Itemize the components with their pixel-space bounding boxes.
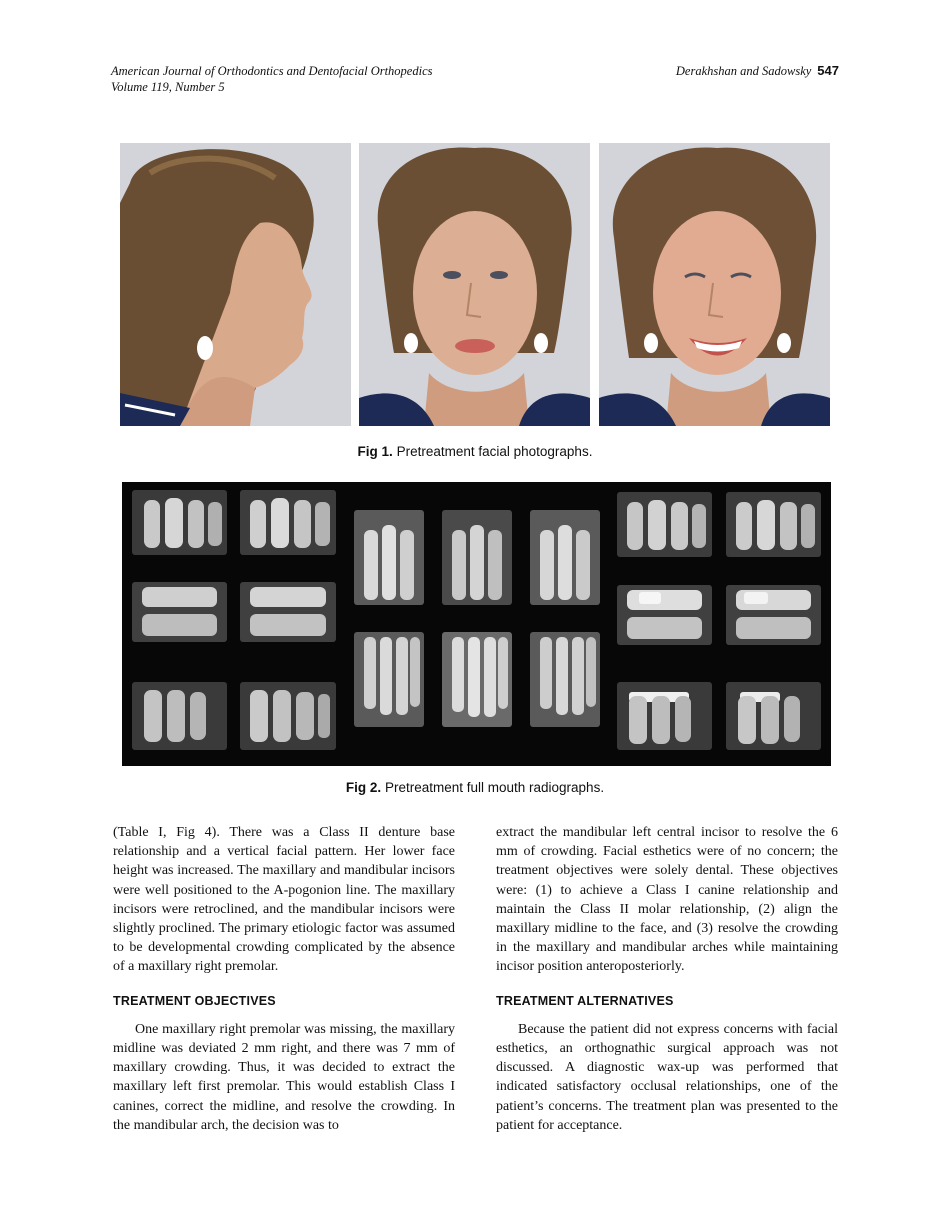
radiograph-left-upper-2 [240, 490, 336, 555]
radiograph-center-upper-1 [354, 510, 424, 605]
left-paragraph-2: One maxillary right premolar was missing, the maxillary midline was deviated 2 mm right, and there was 7 mm of maxillary crowding. Thus, it was decided to extract the maxillary left first premolar. This would establish Class I canines, correct the midline, and resolve the crowding. In the mandibular arch, the decision was to [113, 1021, 455, 1133]
figure-2-radiographs [122, 482, 831, 766]
smile-photo [599, 143, 830, 426]
author-page [676, 63, 839, 79]
radiograph-left-lower-1 [132, 682, 227, 750]
radiograph-right-upper-2 [726, 492, 821, 557]
frontal-photo [359, 143, 590, 426]
radiograph-left-lower-2 [240, 682, 336, 750]
radiograph-right-lower-2 [726, 682, 821, 750]
radiograph-center-lower-3 [530, 632, 600, 727]
figure-1-caption [0, 444, 950, 459]
figure-2-label: Fig 2. [345, 780, 382, 795]
radiograph-left-mid-1 [132, 582, 227, 642]
right-column [496, 823, 838, 1135]
radiograph-center-lower-1 [354, 632, 424, 727]
radiograph-right-mid-1 [617, 585, 712, 645]
left-paragraph-1: (Table I, Fig 4). There was a Class II denture base relationship and a vertical facial pattern. Her lower face height was increased. The maxillary and mandibular incisors were well positioned to the A-pogonion line. The maxillary incisors were retroclined, and the mandibular incisors were slightly proclined. The primary etiologic factor was assumed to be developmental crowding complicated by the absence of a maxillary right premolar. [113, 825, 455, 975]
figure-2-caption-text: Pretreatment full mouth radiographs. [384, 780, 605, 795]
figure-1-facial-photographs [120, 143, 830, 426]
radiograph-left-upper-1 [132, 490, 227, 555]
running-authors: Derakhshan and Sadowsky [675, 64, 812, 78]
radiograph-center-lower-2 [442, 632, 512, 727]
page-number: 547 [817, 63, 839, 78]
radiograph-right-upper-1 [617, 492, 712, 557]
right-paragraph-2: Because the patient did not express concerns with facial esthetics, an orthognathic surgical approach was not discussed. A diagnostic wax-up was performed that indicated satisfactory occlusal relationships, one of the patient’s concerns. The treatment plan was presented to the patient for acceptance. [496, 1021, 838, 1133]
running-head [111, 63, 839, 103]
journal-info [111, 63, 433, 95]
radiograph-center-upper-3 [530, 510, 600, 605]
radiograph-right-mid-2 [726, 585, 821, 645]
profile-photo [120, 143, 351, 426]
radiograph-right-lower-1 [617, 682, 712, 750]
radiograph-left-mid-2 [240, 582, 336, 642]
radiograph-center-upper-2 [442, 510, 512, 605]
right-paragraph-1: extract the mandibular left central incisor to resolve the 6 mm of crowding. Facial esthetics were of no concern; the treatment objectives were solely dental. These objectives were: (1) to achieve a Class I canine relationship and maintain the Class II molar relationship, (2) align the maxillary midline to the face, and (3) resolve the crowding in the maxillary and mandibular arches while maintaining incisor position anteroposteriorly. [496, 825, 838, 975]
treatment-objectives-heading: TREATMENT OBJECTIVES [113, 993, 276, 1008]
figure-1-caption-text: Pretreatment facial photographs. [396, 444, 593, 459]
treatment-alternatives-heading: TREATMENT ALTERNATIVES [496, 993, 674, 1008]
journal-title: American Journal of Orthodontics and Dentofacial Orthopedics [111, 64, 433, 78]
figure-1-label: Fig 1. [357, 444, 393, 459]
left-column [113, 823, 455, 1135]
figure-2-caption [0, 780, 950, 795]
journal-volume: Volume 119, Number 5 [111, 80, 225, 94]
